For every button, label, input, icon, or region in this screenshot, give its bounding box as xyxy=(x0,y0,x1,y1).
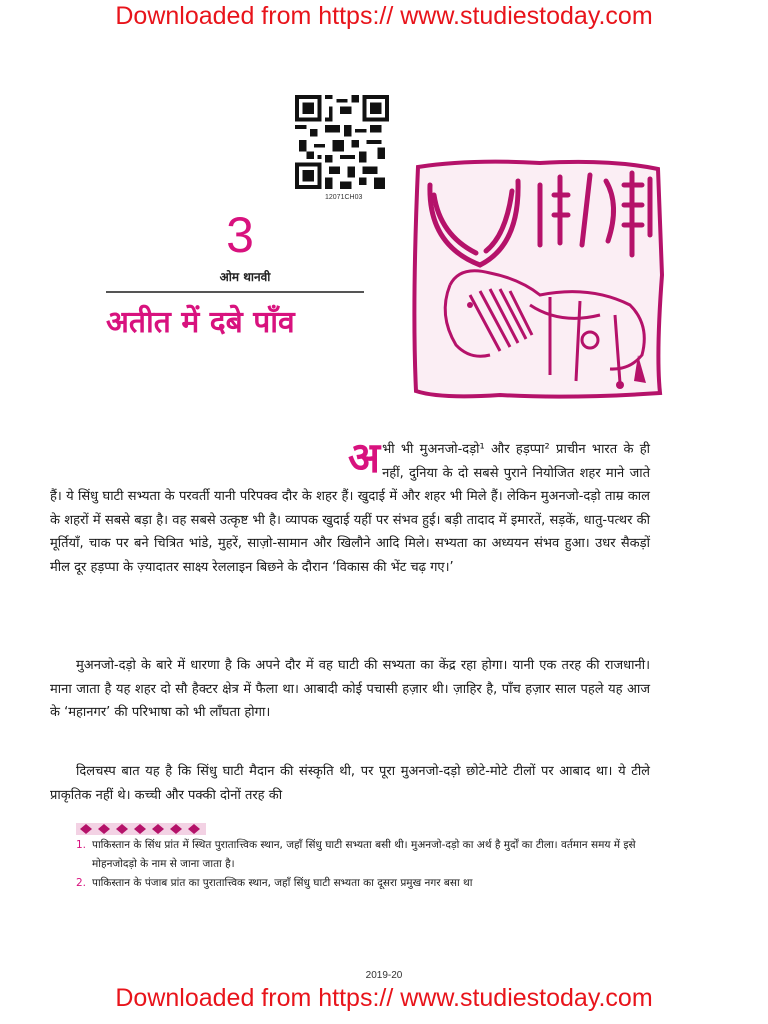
footnote-number: 1. xyxy=(76,839,87,851)
top-download-banner: Downloaded from https:// www.studiestoday.com xyxy=(115,2,653,30)
paragraph-3: दिलचस्प बात यह है कि सिंधु घाटी मैदान की संस्कृति थी, पर पूरा मुअनजो-दड़ो छोटे-मोटे टीलों पर आबाद था। ये टीले प्राकृतिक नहीं थे। कच्ची और पक्की दोनों तरह की xyxy=(50,764,650,803)
bottom-download-banner: Downloaded from https:// www.studiestoday.com xyxy=(115,984,653,1012)
footnote-2 xyxy=(76,874,648,893)
qr-code-icon xyxy=(292,95,392,189)
footnotes xyxy=(76,836,648,893)
footnote-1 xyxy=(76,836,648,874)
page-year: 2019-20 xyxy=(365,970,403,981)
paragraph-1-text: भी भी मुअनजो-दड़ो¹ और हड़प्पा² प्राचीन भारत के ही नहीं, दुनिया के दो सबसे पुराने नियोजित शहर माने जाते हैं। ये सिंधु घाटी सभ्यता के परवर्ती यानी परिपक्व दौर के शहर हैं। खुदाई में और शहर भी मिले हैं। लेकिन मुअनजो-दड़ो ताम्र काल के शहरों में सबसे बड़ा है। वह सबसे उत्कृष्ट भी है। व्यापक खुदाई यहीं पर संभव हुई। बड़ी तादाद में इमारतें, सड़कें, धातु-पत्थर की मूर्तियाँ, चाक पर बने चित्रित भांडे, मुहरें, साज़ो-सामान और खिलौने आदि मिले। सभ्यता का अध्ययन संभव हुआ। उधर सैकड़ों मील दूर हड़प्पा के ज़्यादातर साक्ष्य रेललाइन बिछने के दौरान ‘विकास की भेंट चढ़ गए।’ xyxy=(50,442,650,575)
drop-cap: अ xyxy=(348,433,381,482)
chapter-title: अतीत में दबे पाँव xyxy=(106,305,295,340)
title-divider xyxy=(106,291,364,293)
paragraph-1 xyxy=(50,433,650,579)
paragraph-2: मुअनजो-दड़ो के बारे में धारणा है कि अपने दौर में वह घाटी की सभ्यता का केंद्र रहा होगा। यानी एक तरह की राजधानी। माना जाता है यह शहर दो सौ हैक्टर क्षेत्र में फैला था। आबादी कोई पचासी हज़ार थी। ज़ाहिर है, पाँच हज़ार साल पहले यह आज के ‘महानगर’ की परिभाषा को भी लाँघता होगा। xyxy=(50,658,650,720)
footnote-text: पाकिस्तान के पंजाब प्रांत का पुरातात्त्विक स्थान, जहाँ सिंधु घाटी सभ्यता का दूसरा प्रमुख नगर बसा था xyxy=(92,877,473,889)
chapter-number: 3 xyxy=(226,207,254,263)
qr-code-label: 12071CH03 xyxy=(325,194,363,201)
footnote-text: पाकिस्तान के सिंध प्रांत में स्थित पुरातात्त्विक स्थान, जहाँ सिंधु घाटी सभ्यता बसी थी। मुअनजो-दड़ो का अर्थ है मुर्दों का टीला। वर्तमान समय में इसे मोहनजोदड़ो के नाम से जाना जाता है। xyxy=(92,839,636,870)
chapter-author: ओम थानवी xyxy=(219,270,271,284)
footnote-number: 2. xyxy=(76,877,87,889)
indus-bull-seal-illustration xyxy=(410,155,664,400)
footnote-ornament xyxy=(76,823,206,835)
